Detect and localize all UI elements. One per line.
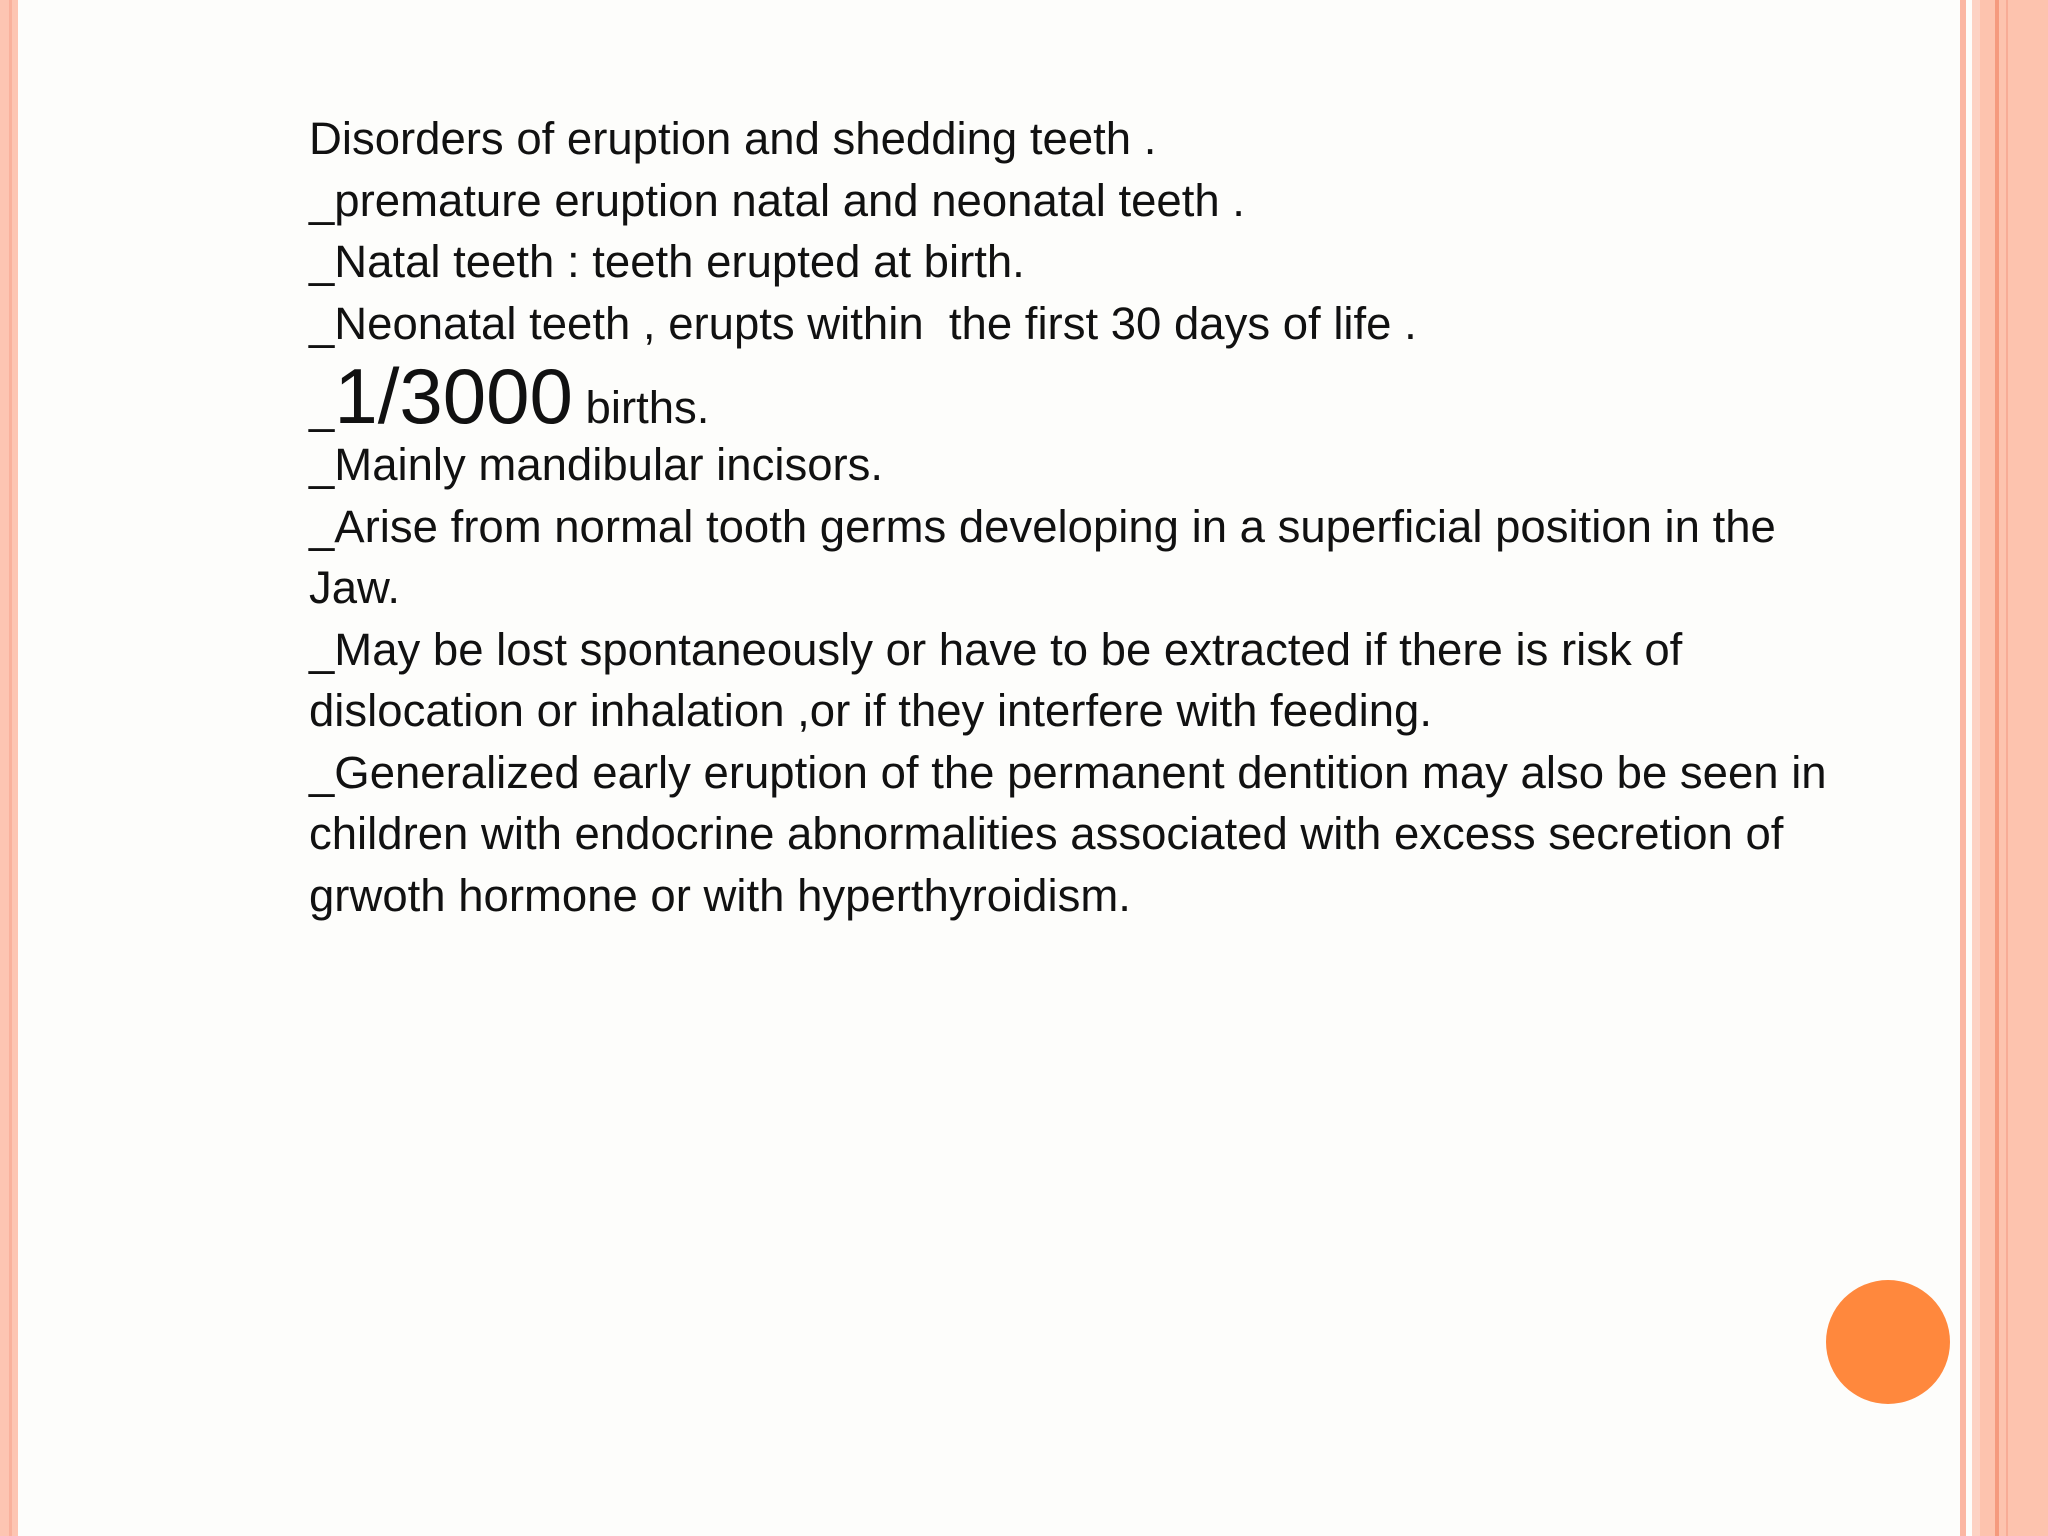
text-line: _Mainly mandibular incisors. (309, 439, 884, 490)
right-border-stripe (1960, 0, 1966, 1536)
births-prefix: _ (309, 382, 335, 433)
text-paragraph: _Arise from normal tooth germs developing in a superficial position in the Jaw. (309, 500, 1789, 613)
text-paragraph: _Generalized early eruption of the permanent dentition may also be seen in children with endocrine abnormalities associated with excess secretion of grwoth hormone or with hyperthyroidism. (309, 746, 1840, 921)
left-border-line (9, 0, 12, 1536)
births-ratio: 1/3000 (334, 352, 573, 440)
text-line: _Natal teeth : teeth erupted at birth. (309, 236, 1025, 287)
slide-body-text (309, 108, 1840, 926)
text-paragraph: _May be lost spontaneously or have to be extracted if there is risk of dislocation or inhalation ,or if they interfere with feeding. (309, 623, 1695, 736)
right-border-line (1995, 0, 1999, 1536)
births-statistic-line (309, 352, 1829, 440)
right-border-stripe (1972, 0, 1980, 1536)
text-line: _premature eruption natal and neonatal teeth . (309, 174, 1245, 226)
orange-circle-decoration (1826, 1280, 1950, 1404)
births-suffix: births. (572, 382, 710, 433)
right-border-line (2006, 0, 2008, 1536)
text-line: _Neonatal teeth , erupts within the first 30 days of life . (309, 297, 1417, 349)
right-border-band (1980, 0, 2048, 1536)
text-line: Disorders of eruption and shedding teeth . (309, 113, 1157, 164)
